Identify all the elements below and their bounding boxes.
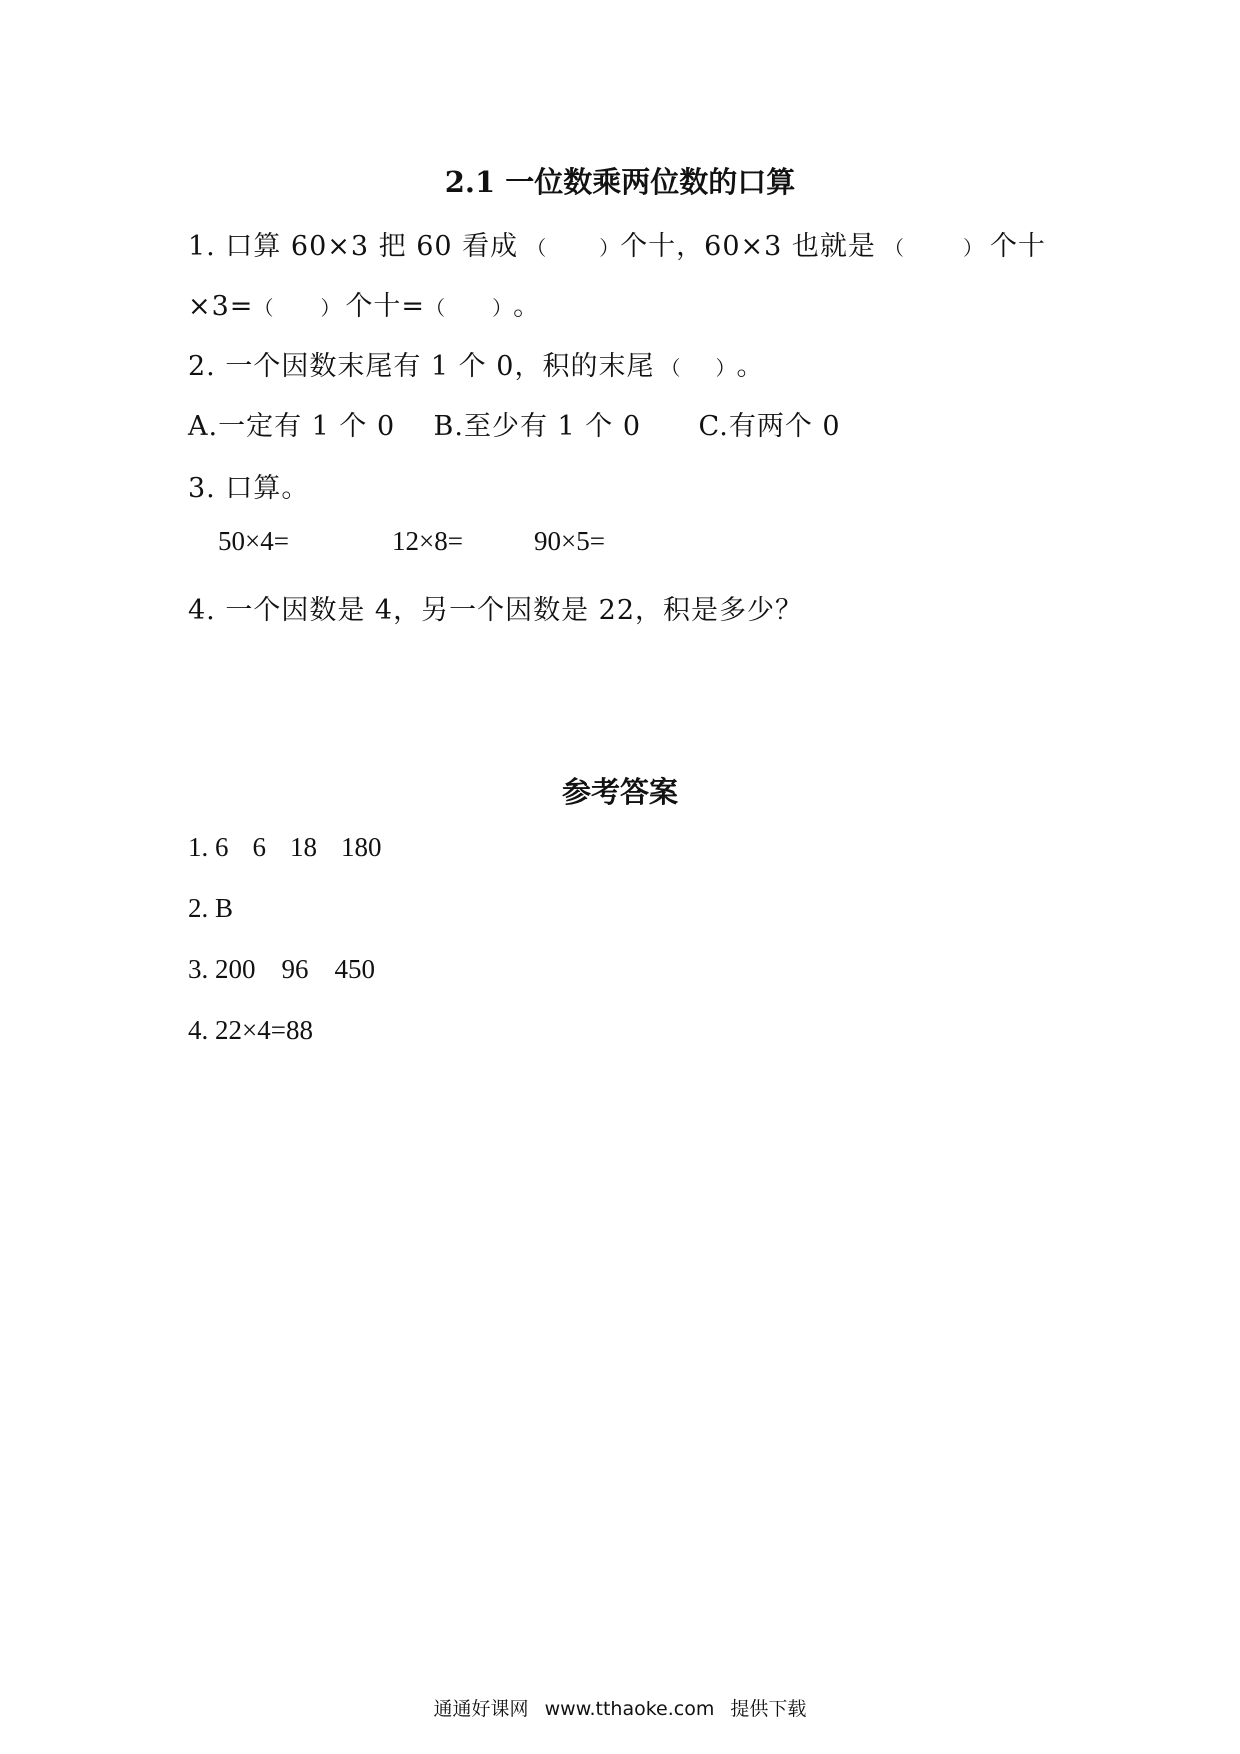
question-1-line-2 (188, 284, 541, 323)
blank-open-paren: （ (253, 296, 275, 320)
answer-1 (188, 832, 382, 863)
q1-text-a: 1. 口算 60×3 把 60 看成 (188, 231, 519, 262)
question-1-line-1 (188, 224, 1046, 263)
answer-1-part: 180 (341, 832, 382, 862)
footer (0, 1694, 1240, 1721)
blank-open-paren: （ (883, 236, 905, 260)
blank-close-paren: ） (492, 296, 514, 320)
blank-open-paren: （ (660, 356, 682, 380)
page-title: 2.1 一位数乘两位数的口算 (444, 165, 796, 199)
footer-note: 提供下载 (730, 1698, 807, 1720)
footer-site-name: 通通好课网 (433, 1698, 529, 1720)
q2-text: 2. 一个因数末尾有 1 个 0，积的末尾 (188, 351, 655, 382)
answer-3-part: 450 (334, 954, 375, 984)
answer-1-part: 6 (252, 832, 266, 862)
q1-text-b: 个十，60×3 也就是 (620, 231, 876, 262)
q1-text-d: ×3= (188, 291, 254, 322)
answer-4: 4. 22×4=88 (188, 1015, 313, 1045)
q1-text-e: 个十= (345, 291, 426, 322)
calc-item: 12×8= (392, 526, 463, 556)
q1-text-c: 个十 (989, 231, 1046, 262)
answer-1-part: 1. 6 (188, 832, 229, 862)
blank-close-paren: ） (599, 236, 621, 260)
question-2 (188, 344, 764, 383)
answer-3 (188, 954, 375, 985)
answer-3-part: 3. 200 (188, 954, 256, 984)
answer-key-title: 参考答案 (561, 775, 678, 809)
blank-open-paren: （ (425, 296, 447, 320)
blank-close-paren: ） (962, 236, 984, 260)
answer-1-part: 18 (290, 832, 317, 862)
answer-3-part: 96 (281, 954, 309, 984)
q2-end: 。 (736, 351, 765, 382)
blank-close-paren: ） (715, 356, 737, 380)
question-3: 3. 口算。 (188, 473, 310, 504)
blank-open-paren: （ (526, 236, 548, 260)
q1-end: 。 (513, 291, 542, 322)
question-2-options: A.一定有 1 个 0 B.至少有 1 个 0 C.有两个 0 (188, 411, 841, 442)
question-4: 4. 一个因数是 4，另一个因数是 22，积是多少？ (188, 595, 804, 626)
blank-close-paren: ） (320, 296, 342, 320)
footer-url[interactable]: www.tthaoke.com (544, 1698, 715, 1720)
calc-item: 90×5= (534, 526, 605, 556)
answer-2: 2. B (188, 893, 234, 923)
calc-item: 50×4= (218, 526, 289, 556)
